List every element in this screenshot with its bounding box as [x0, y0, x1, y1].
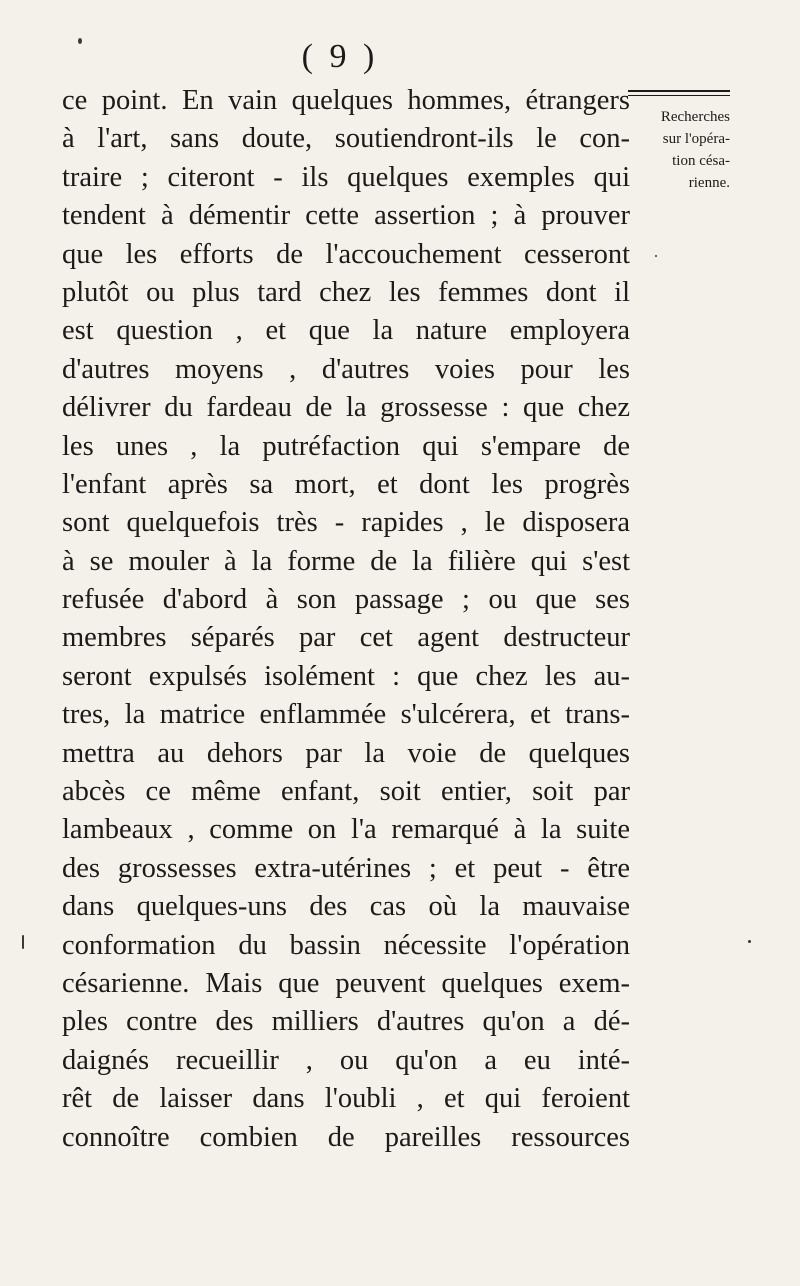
text-line: seront expulsés isolément : que chez les au- — [62, 660, 630, 692]
text-line: refusée d'abord à son passage ; ou que ses — [62, 584, 630, 616]
text-line: l'enfant après sa mort, et dont les progrès — [62, 468, 630, 500]
text-line: tendent à démentir cette assertion ; à prouver — [62, 200, 630, 232]
text-line: est question , et que la nature employera — [62, 315, 630, 347]
text-line: mettra au dehors par la voie de quelques — [62, 737, 630, 769]
margin-note-line: sur l'opéra- — [662, 131, 730, 147]
margin-rule — [628, 90, 730, 96]
text-line: ples contre des milliers d'autres qu'on a dé- — [62, 1006, 630, 1038]
paper-speck — [78, 38, 82, 44]
text-line: abcès ce même enfant, soit entier, soit par — [62, 776, 630, 808]
text-line: connoître combien de pareilles ressources — [62, 1121, 630, 1153]
margin-note-line: tion césa- — [672, 153, 730, 169]
paper-speck — [22, 935, 24, 949]
margin-note — [620, 90, 730, 194]
page-number: ( 9 ) — [301, 38, 379, 75]
text-line: les unes , la putréfaction qui s'empare de — [62, 430, 630, 462]
text-line: lambeaux , comme on l'a remarqué à la suite — [62, 814, 630, 846]
text-line: ce point. En vain quelques hommes, étrangers — [62, 85, 630, 116]
text-line: membres séparés par cet agent destructeur — [62, 622, 630, 654]
text-line: que les efforts de l'accouchement cesseront — [62, 238, 630, 270]
text-line: à l'art, sans doute, soutiendront-ils le con- — [62, 123, 630, 155]
text-line: dans quelques-uns des cas où la mauvaise — [62, 891, 630, 923]
paper-speck — [748, 940, 751, 943]
paper-speck — [655, 255, 657, 257]
text-line: tres, la matrice enflammée s'ulcérera, et trans- — [62, 699, 630, 731]
margin-note-line: rienne. — [688, 175, 730, 191]
text-line: plutôt ou plus tard chez les femmes dont il — [62, 276, 630, 308]
margin-note-line: Recherches — [660, 109, 730, 125]
text-line: sont quelquefois très - rapides , le disposera — [62, 507, 630, 539]
text-line: d'autres moyens , d'autres voies pour les — [62, 353, 630, 385]
text-line: rêt de laisser dans l'oubli , et qui feroient — [62, 1083, 630, 1115]
text-line: conformation du bassin nécessite l'opération — [62, 929, 630, 961]
text-line: des grossesses extra-utérines ; et peut - être — [62, 852, 630, 884]
body-text — [62, 82, 630, 1157]
text-line: daignés recueillir , ou qu'on a eu inté- — [62, 1044, 630, 1076]
text-line: délivrer du fardeau de la grossesse : que chez — [62, 392, 630, 424]
text-line: traire ; citeront - ils quelques exemples qui — [62, 161, 630, 193]
text-line: à se mouler à la forme de la filière qui s'est — [62, 545, 630, 577]
text-line: césarienne. Mais que peuvent quelques exem- — [62, 967, 630, 999]
